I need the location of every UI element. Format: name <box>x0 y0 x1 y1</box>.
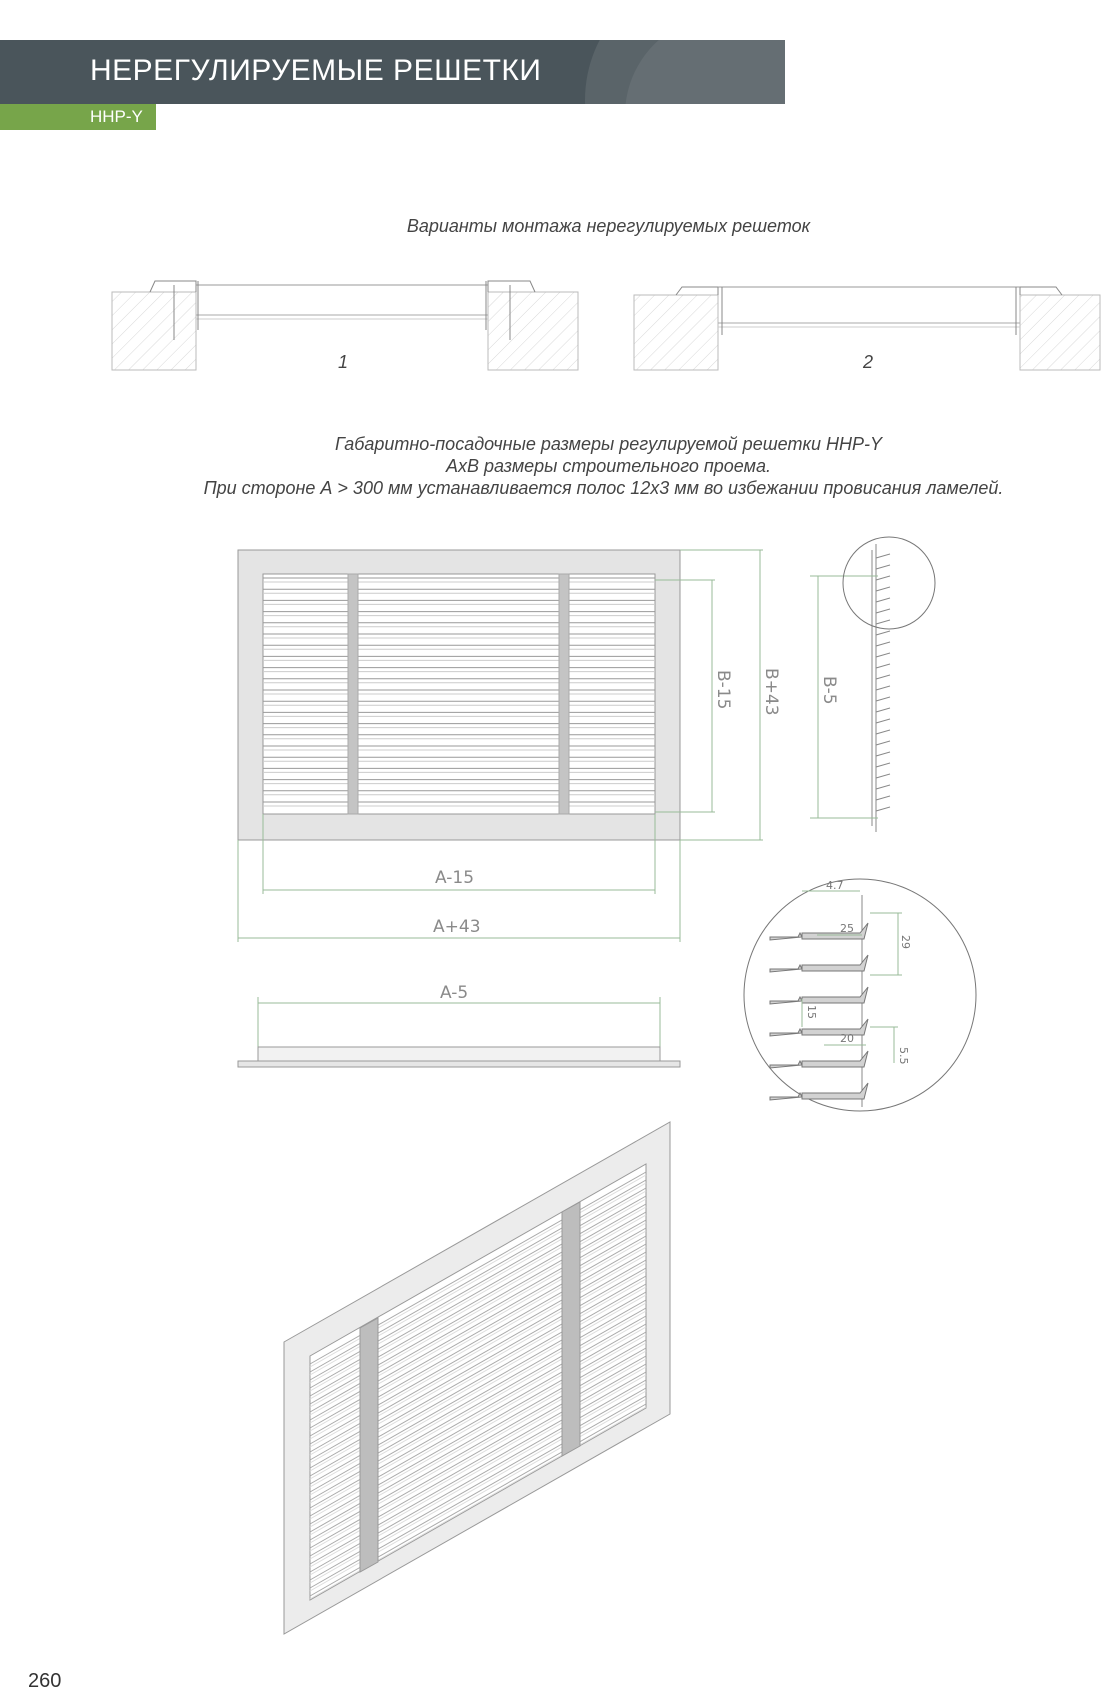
side-fin <box>876 708 890 712</box>
side-fin <box>876 763 890 767</box>
side-fin <box>876 554 890 558</box>
model-label: ННР-Y <box>90 107 143 126</box>
profile-detail-drawing <box>742 877 982 1117</box>
side-fin <box>876 642 890 646</box>
side-fin <box>876 620 890 624</box>
header-decoration-inner <box>625 40 785 104</box>
side-fin <box>876 653 890 657</box>
detail-label-20: 20 <box>840 1032 854 1045</box>
side-view-drawing <box>810 536 950 846</box>
model-band <box>0 104 156 130</box>
side-fin <box>876 697 890 701</box>
side-fin <box>876 774 890 778</box>
side-fin <box>876 719 890 723</box>
dim-label-b-plus-43: B+43 <box>761 668 781 716</box>
side-fin <box>876 631 890 635</box>
detail-fin <box>770 1093 802 1100</box>
page-title: НЕРЕГУЛИРУЕМЫЕ РЕШЕТКИ <box>90 54 542 87</box>
front-view-drawing <box>230 540 790 940</box>
dimensions-caption-1: Габаритно-посадочные размеры регулируемой решетки ННР-Y <box>335 434 882 454</box>
side-fin <box>876 587 890 591</box>
detail-label-5-5: 5.5 <box>897 1047 910 1065</box>
dim-label-b-minus-15: B-15 <box>713 670 733 710</box>
variant-1-label: 1 <box>338 352 349 372</box>
detail-label-25: 25 <box>840 922 854 935</box>
side-fin <box>876 752 890 756</box>
side-fin <box>876 609 890 613</box>
side-fin <box>876 730 890 734</box>
detail-label-29: 29 <box>899 935 912 949</box>
dimensions-caption-2: AxB размеры строительного проема. <box>446 456 771 476</box>
side-fin <box>876 576 890 580</box>
side-fin <box>876 675 890 679</box>
bottom-view-drawing <box>230 975 690 1075</box>
dim-label-a-minus-15: A-15 <box>435 868 475 888</box>
detail-label-15: 15 <box>805 1005 818 1019</box>
dimensions-caption-3: При стороне А > 300 мм устанавливается полос 12х3 мм во избежании провисания ламелей. <box>203 478 1004 498</box>
side-fin <box>876 565 890 569</box>
side-fin <box>876 785 890 789</box>
dim-label-a-plus-43: A+43 <box>433 917 481 937</box>
side-fin <box>876 664 890 668</box>
mounting-caption: Варианты монтажа нерегулируемых решеток <box>406 216 811 236</box>
side-fin <box>876 807 890 811</box>
variant-2-label: 2 <box>863 352 874 372</box>
dim-label-a-minus-5: A-5 <box>440 983 469 1003</box>
dim-label-b-minus-5: B-5 <box>819 676 839 705</box>
side-fin <box>876 741 890 745</box>
side-fin <box>876 598 890 602</box>
page-number: 260 <box>28 1670 62 1692</box>
header-band <box>0 40 785 104</box>
detail-label-4-7: 4.7 <box>826 879 844 892</box>
side-fin <box>876 686 890 690</box>
isometric-view-drawing <box>280 1120 680 1640</box>
side-fin <box>876 796 890 800</box>
